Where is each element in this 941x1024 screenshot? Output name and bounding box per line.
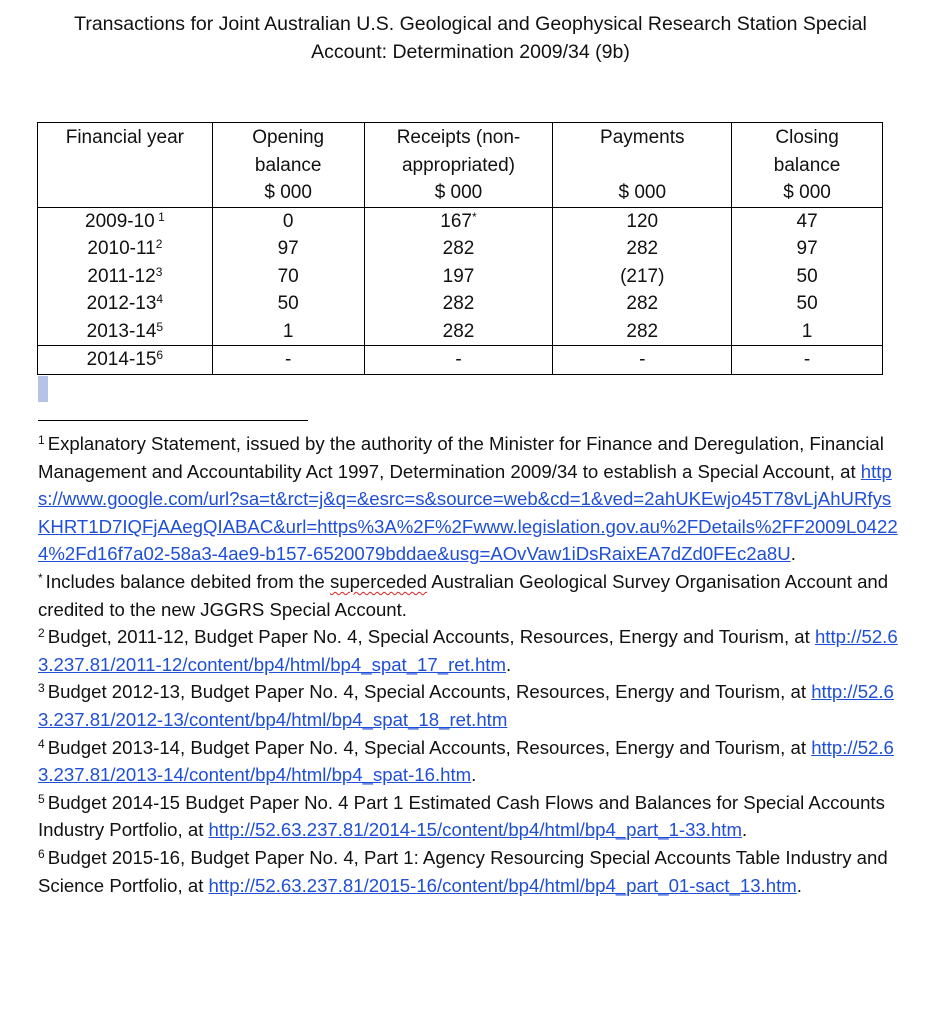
footnote-3: $^3$ Budget 2012-13, Budget Paper No. 4, Special Accounts, Resources, Energy and Tourism, at http://52.63.237.81/2012-13/content/bp4/html/bp4_spat_18_ret.htm [38,681,894,730]
footnote-4: $^4$ Budget 2013-14, Budget Paper No. 4, Special Accounts, Resources, Energy and Tourism, at http://52.63.237.81/2013-14/content/bp4/html/bp4_spat-16.htm. [38,736,894,786]
header-opening-balance: Opening balance $ 000 [212,123,364,208]
cell-closing: 1 [732,318,883,346]
title-line-2: Account: Determination 2009/34 (9b) [311,41,630,63]
table-row [38,263,883,291]
cell-closing: 50 [732,263,883,291]
footnote-mark: 1 [38,433,45,447]
table-row [38,290,883,318]
cell-payments: (217) [553,263,732,291]
title-line-1: Transactions for Joint Australian U.S. Geological and Geophysical Research Station Special [74,13,867,35]
misspelled-word: superceded [329,570,428,592]
cell-year: $2011-12^3$ [38,263,213,291]
cell-opening: 70 [212,263,364,291]
header-financial-year: Financial year [38,123,213,208]
footnote-mark: 4 [38,736,45,751]
footnotes [38,430,898,899]
footnote-ref: 1 [154,209,165,224]
cell-year: $2010-11^2$ [38,235,213,263]
cell-opening: 0 [212,207,364,235]
cell-receipts: 282 [364,290,553,318]
document-title [0,10,941,66]
footnote-6: $^6$ Budget 2015-16, Budget Paper No. 4, Part 1: Agency Resourcing Special Accounts Table Industry and Science Portfolio, at http://52.63.237.81/2015-16/content/bp4/html/bp4_part_01-sact_13.htm. [38,846,888,896]
cell-year: $2012-13^4$ [38,290,213,318]
footnote-6-link[interactable]: http://52.63.237.81/2015-16/content/bp4/html/bp4_part_01-sact_13.htm [208,874,797,896]
cell-payments: 282 [553,290,732,318]
table-header-row [38,123,883,208]
cell-year: $2014-15^6$ [38,346,213,375]
footnote-1-link[interactable]: https://www.google.com/url?sa=t&rct=j&q=&esrc=s&source=web&cd=1&ved=2ahUKEwjo45T78vLjAhURfysKHRT1D7IQFjAAegQIABAC&url=https%3A%2F%2Fwww.legislation.gov.au%2FDetails%2FF2009L04224%2Fd16f7a02-58a3-4ae9-b157-6520079bddae&usg=AOvVaw1iDsRaixEA7dZd0FEc2a8U [38,460,898,565]
header-closing-balance: Closing balance $ 000 [732,123,883,208]
footnote-mark: * [38,570,43,585]
text-cursor-highlight [38,376,48,402]
footnote-ref: 2 [155,237,163,251]
footnote-ref: 5 [156,319,164,334]
cell-opening: - [212,346,364,375]
cell-payments: 120 [553,207,732,235]
table-row [38,318,883,346]
cell-receipts: 167* [364,207,553,235]
cell-receipts: 197 [364,263,553,291]
footnote-ref: 3 [155,264,163,279]
cell-payments: 282 [553,235,732,263]
footnote-ref: 6 [156,348,164,362]
cell-year: 2009-10 $^1$ [38,207,213,235]
table-row [38,346,883,375]
cell-receipts: 282 [364,318,553,346]
header-payments: Payments $ 000 [553,123,732,208]
footnote-mark: 3 [38,681,45,696]
footnote-3-link[interactable]: http://52.63.237.81/2012-13/content/bp4/html/bp4_spat_18_ret.htm [38,681,894,730]
footnote-separator [38,420,308,421]
table-row [38,235,883,263]
transactions-table [37,122,883,375]
cell-opening: 50 [212,290,364,318]
table-row [38,207,883,235]
footnote-star: * Includes balance debited from the superceded Australian Geological Survey Organisation Account and credited to the new JGGRS Special Account. [38,570,889,620]
cell-year: $2013-14^5$ [38,318,213,346]
footnote-5-link[interactable]: http://52.63.237.81/2014-15/content/bp4/html/bp4_part_1-33.htm [208,819,742,841]
cell-closing: 97 [732,235,883,263]
cell-opening: 97 [212,235,364,263]
cell-payments: 282 [553,318,732,346]
footnote-mark: 2 [38,626,45,641]
cell-receipts: - [364,346,553,375]
footnote-ref: 4 [156,292,164,306]
footnote-2: $^2$ Budget, 2011-12, Budget Paper No. 4, Special Accounts, Resources, Energy and Tourism, at http://52.63.237.81/2011-12/content/bp4/html/bp4_spat_17_ret.htm. [38,626,898,675]
footnote-2-link[interactable]: http://52.63.237.81/2011-12/content/bp4/html/bp4_spat_17_ret.htm [38,626,898,675]
footnote-ref-star: * [472,209,477,224]
footnote-mark: 5 [38,791,45,806]
cell-receipts: 282 [364,235,553,263]
header-receipts: Receipts (non- appropriated) $ 000 [364,123,553,208]
cell-closing: - [732,346,883,375]
cell-payments: - [553,346,732,375]
footnote-1: $^1$ Explanatory Statement, issued by the authority of the Minister for Finance and Deregulation, Financial Management and Accountability Act 1997, Determination 2009/34 to establish a Special Account, at https://www.google.com/url?sa=t&rct=j&q=&esrc=s&source=web&cd=1&ved=2ahUKEwjo45T78vLjAhURfysKHRT1D7IQFjAAegQIABAC&url=https%3A%2F%2Fwww.legislation.gov.au%2FDetails%2FF2009L04224%2Fd16f7a02-58a3-4ae9-b157-6520079bddae&usg=AOvVaw1iDsRaixEA7dZd0FEc2a8U. [38,433,898,565]
cell-opening: 1 [212,318,364,346]
cell-closing: 47 [732,207,883,235]
cell-closing: 50 [732,290,883,318]
footnote-5: $^5$ Budget 2014-15 Budget Paper No. 4 Part 1 Estimated Cash Flows and Balances for Special Accounts Industry Portfolio, at http://52.63.237.81/2014-15/content/bp4/html/bp4_part_1-33.htm. [38,791,885,841]
footnote-4-link[interactable]: http://52.63.237.81/2013-14/content/bp4/html/bp4_spat-16.htm [38,736,894,786]
footnote-mark: 6 [38,846,45,861]
